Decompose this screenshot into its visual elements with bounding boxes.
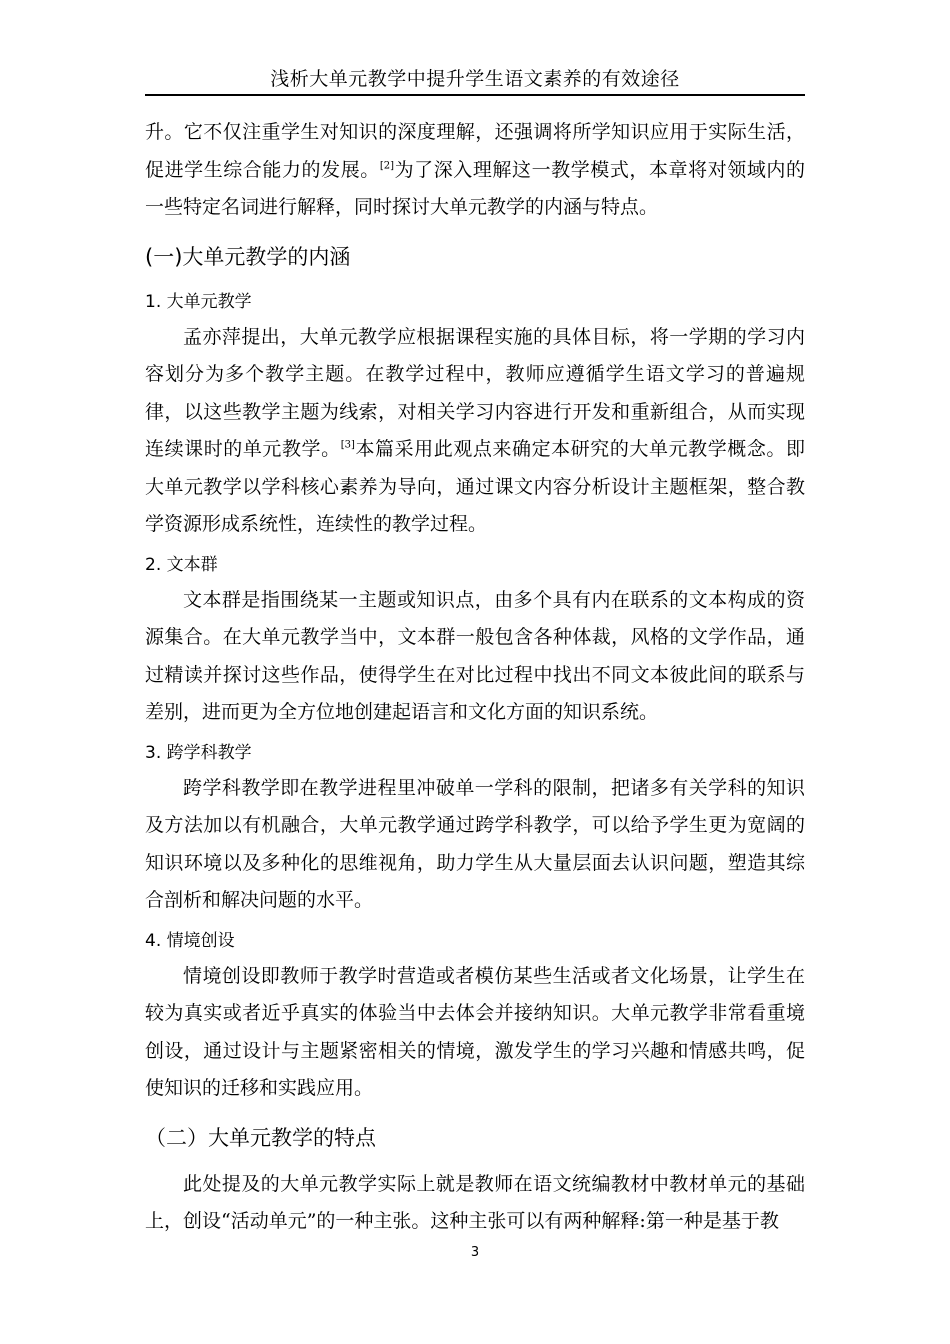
paragraph-big-unit-teaching [145, 319, 805, 544]
paragraph-interdisciplinary: 跨学科教学即在教学进程里冲破单一学科的限制，把诸多有关学科的知识及方法加以有机融合，大单元教学通过跨学科教学，可以给予学生更为宽阔的知识环境以及多种化的思维视角，助力学生从大量层面去认识问题，塑造其综合剖析和解决问题的水平。 [145, 776, 805, 911]
paragraph-text-group: 文本群是指围绕某一主题或知识点，由多个具有内在联系的文本构成的资源集合。在大单元教学当中，文本群一般包含各种体裁，风格的文学作品，通过精读并探讨这些作品，使得学生在对比过程中找出不同文本彼此间的联系与差别，进而更为全方位地创建起语言和文化方面的知识系统。 [145, 588, 805, 723]
section-heading-connotation: (一)大单元教学的内涵 [145, 244, 351, 269]
subheading-situation-creation: 4. 情境创设 [145, 930, 235, 951]
big-unit-text-b: 本篇采用此观点来确定本研究的大单元教学概念。即大单元教学以学科核心素养为导向，通过课文内容分析设计主题框架，整合教学资源形成系统性，连续性的教学过程。 [145, 438, 805, 535]
paragraph-situation-creation: 情境创设即教师于教学时营造或者模仿某些生活或者文化场景，让学生在较为真实或者近乎真实的体验当中去体会并接纳知识。大单元教学非常看重境创设，通过设计与主题紧密相关的情境，激发学生的学习兴趣和情感共鸣，促使知识的迁移和实践应用。 [145, 964, 805, 1099]
subheading-big-unit-teaching: 1. 大单元教学 [145, 291, 252, 312]
intro-paragraph [145, 114, 805, 227]
citation-ref: [2] [379, 160, 395, 172]
running-header-title: 浅析大单元教学中提升学生语文素养的有效途径 [270, 68, 680, 90]
intro-text-b: 为了深入理解这一教学模式，本章将对领域内的一些特定名词进行解释，同时探讨大单元教学的内涵与特点。 [145, 158, 805, 218]
intro-text-a: 升。它不仅注重学生对知识的深度理解，还强调将所学知识应用于实际生活，促进学生综合能力的发展。 [145, 121, 805, 181]
big-unit-text-a: 孟亦萍提出，大单元教学应根据课程实施的具体目标，将一学期的学习内容划分为多个教学主题。在教学过程中，教师应遵循学生语文学习的普遍规律，以这些教学主题为线索，对相关学习内容进行开发和重新组合，从而实现连续课时的单元教学。 [145, 325, 805, 460]
page-number: 3 [470, 1245, 480, 1260]
page-body [145, 114, 805, 1241]
subheading-interdisciplinary: 3. 跨学科教学 [145, 742, 252, 763]
paragraph-features: 此处提及的大单元教学实际上就是教师在语文统编教材中教材单元的基础上，创设“活动单元”的一种主张。这种主张可以有两种解释:第一种是基于教 [145, 1172, 805, 1232]
running-header [145, 64, 805, 96]
citation-ref: [3] [340, 439, 355, 451]
section-heading-features: （二）大单元教学的特点 [145, 1125, 376, 1150]
subheading-text-group: 2. 文本群 [145, 554, 218, 575]
